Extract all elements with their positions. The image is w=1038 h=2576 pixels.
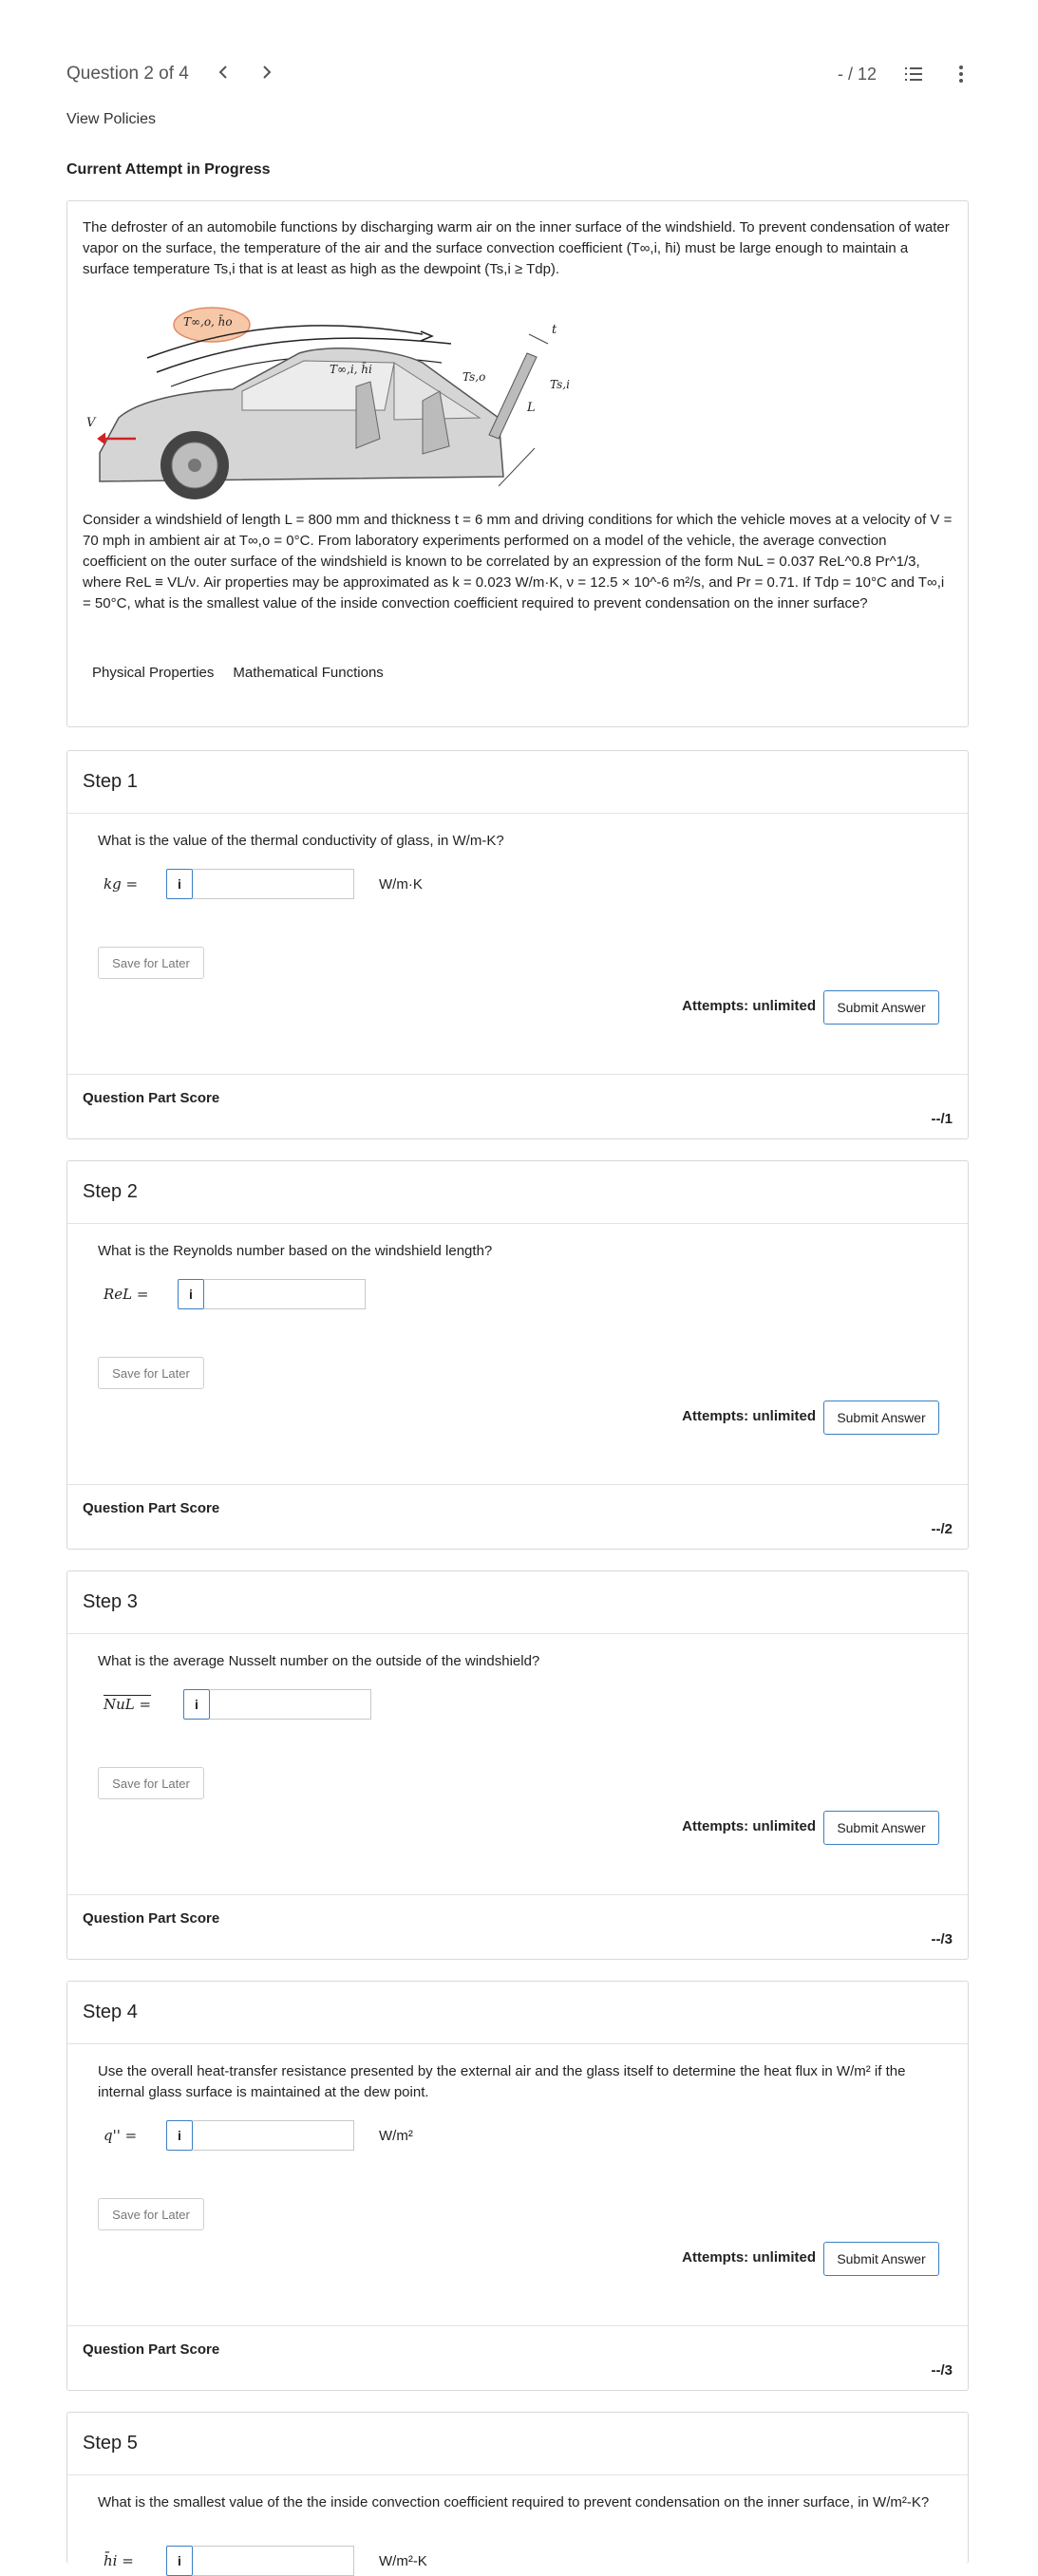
- attempts-label: Attempts: unlimited: [682, 1408, 816, 1424]
- info-icon[interactable]: i: [183, 1689, 210, 1720]
- step-title: Step 1: [67, 751, 968, 814]
- step-prompt: What is the average Nusselt number on the outside of the windshield?: [98, 1653, 540, 1669]
- answer-unit: W/m²: [379, 2127, 413, 2144]
- save-for-later-button[interactable]: Save for Later: [98, 1357, 204, 1389]
- inner-surface-temp-label: Ts,i: [550, 378, 570, 391]
- submit-answer-button[interactable]: Submit Answer: [823, 1811, 939, 1845]
- score-value: --/2: [931, 1521, 953, 1537]
- inner-air-label: T∞,i, h̄i: [330, 363, 372, 376]
- step-card-5: [66, 2412, 969, 2569]
- save-for-later-button[interactable]: Save for Later: [98, 1767, 204, 1799]
- attempts-label: Attempts: unlimited: [682, 998, 816, 1014]
- step-title: Step 4: [67, 1982, 968, 2044]
- submit-answer-button[interactable]: Submit Answer: [823, 1401, 939, 1435]
- submit-answer-button[interactable]: Submit Answer: [823, 2242, 939, 2276]
- step-card-4: [66, 1981, 969, 2391]
- score-value: --/3: [931, 1931, 953, 1947]
- windshield-figure: [81, 296, 575, 500]
- save-for-later-button[interactable]: Save for Later: [98, 2198, 204, 2230]
- step-title: Step 2: [67, 1161, 968, 1224]
- info-icon[interactable]: i: [166, 2546, 193, 2576]
- length-label: L: [527, 401, 536, 415]
- question-intro: The defroster of an automobile functions by discharging warm air on the inner surface of the windshield. To prevent condensation of water vapor on the surface, the temperature of the air and the surface convection coefficient (T∞,i, h̄i) must be large enough to maintain a surface temperature Ts,i that is at least as high as the dewpoint (Ts,i ≥ Tdp).: [83, 219, 950, 277]
- submit-answer-button[interactable]: Submit Answer: [823, 990, 939, 1025]
- outer-air-label: T∞,o, h̄o: [183, 315, 233, 329]
- answer-variable: NuL =: [104, 1696, 152, 1713]
- answer-row: [104, 1689, 371, 1720]
- question-part-score: [67, 1074, 968, 1137]
- tab-mathematical-functions[interactable]: Mathematical Functions: [233, 665, 384, 681]
- attempt-status-title: Current Attempt in Progress: [66, 161, 271, 178]
- answer-row: [104, 2120, 413, 2151]
- info-icon[interactable]: i: [166, 869, 193, 899]
- answer-unit: W/m·K: [379, 875, 423, 893]
- question-nav-bar: [66, 59, 972, 89]
- attempts-label: Attempts: unlimited: [682, 1818, 816, 1834]
- answer-input[interactable]: [193, 2120, 354, 2151]
- score-label: Question Part Score: [83, 1090, 220, 1106]
- save-for-later-button[interactable]: Save for Later: [98, 947, 204, 979]
- thickness-label: t: [552, 323, 557, 337]
- step-prompt: Use the overall heat-transfer resistance presented by the external air and the glass itself to determine the heat flux in W/m² if the internal glass surface is maintained at the dew point.: [98, 2063, 906, 2100]
- question-part-score: [67, 2325, 968, 2388]
- question-part-score: [67, 1894, 968, 1957]
- chevron-right-icon: [261, 65, 273, 80]
- answer-input[interactable]: [193, 869, 354, 899]
- step-title: Step 5: [67, 2413, 968, 2475]
- resource-tabs: [90, 661, 386, 685]
- step-prompt: What is the Reynolds number based on the windshield length?: [98, 1243, 493, 1259]
- step-title: Step 3: [67, 1571, 968, 1634]
- info-icon[interactable]: i: [166, 2120, 193, 2151]
- step-prompt: What is the value of the thermal conductivity of glass, in W/m-K?: [98, 833, 504, 849]
- answer-variable: kg =: [104, 875, 139, 893]
- view-policies-link[interactable]: View Policies: [66, 111, 156, 127]
- score-label: Question Part Score: [83, 2341, 220, 2358]
- attempts-label: Attempts: unlimited: [682, 2249, 816, 2266]
- velocity-label: V: [86, 416, 96, 430]
- question-counter: Question 2 of 4: [66, 64, 189, 84]
- answer-variable: h̄i =: [104, 2552, 134, 2569]
- question-body: Consider a windshield of length L = 800 mm and thickness t = 6 mm and driving conditions for which the vehicle moves at a velocity of V = 70 mph in ambient air at T∞,o = 0°C. From laboratory experiments performed on a model of the vehicle, the average convection coefficient on the outer surface of the windshield is known to be correlated by an expression of the form NuL = 0.037 ReL^0.8 Pr^1/3, where ReL ≡ VL/ν. Air properties may be approximated as k = 0.023 W/m·K, ν = 12.5 × 10^-6 m²/s, and Pr = 0.71. If Tdp = 10°C and T∞,i = 50°C, what is the smallest value of the inside convection coefficient required to prevent condensation on the inner surface?: [83, 512, 953, 611]
- answer-variable: ReL =: [104, 1286, 149, 1303]
- tab-physical-properties[interactable]: Physical Properties: [92, 665, 215, 681]
- info-icon[interactable]: i: [178, 1279, 204, 1309]
- question-list-icon[interactable]: [903, 64, 924, 85]
- answer-row: [104, 869, 423, 899]
- answer-row: [104, 2546, 427, 2576]
- answer-variable: q'' =: [104, 2127, 138, 2144]
- score-label: Question Part Score: [83, 1500, 220, 1516]
- next-question-button[interactable]: [257, 65, 276, 85]
- step-prompt: What is the smallest value of the the inside convection coefficient required to prevent condensation on the inner surface, in W/m²-K?: [98, 2494, 930, 2510]
- answer-unit: W/m²-K: [379, 2552, 427, 2569]
- question-statement: [66, 200, 969, 727]
- score-value: --/3: [931, 2362, 953, 2379]
- score-value: --/1: [931, 1111, 953, 1127]
- prev-question-button[interactable]: [214, 65, 233, 85]
- chevron-left-icon: [217, 65, 229, 80]
- more-options-icon[interactable]: [951, 64, 972, 85]
- score-label: Question Part Score: [83, 1910, 220, 1927]
- step-card-1: [66, 750, 969, 1139]
- answer-input[interactable]: [210, 1689, 371, 1720]
- outer-surface-temp-label: Ts,o: [462, 370, 486, 384]
- question-part-score: [67, 1484, 968, 1547]
- total-score: - / 12: [837, 64, 877, 84]
- step-card-3: [66, 1570, 969, 1960]
- answer-input[interactable]: [193, 2546, 354, 2576]
- answer-input[interactable]: [204, 1279, 366, 1309]
- step-card-2: [66, 1160, 969, 1550]
- answer-row: [104, 1279, 366, 1309]
- header-tools: [838, 64, 972, 85]
